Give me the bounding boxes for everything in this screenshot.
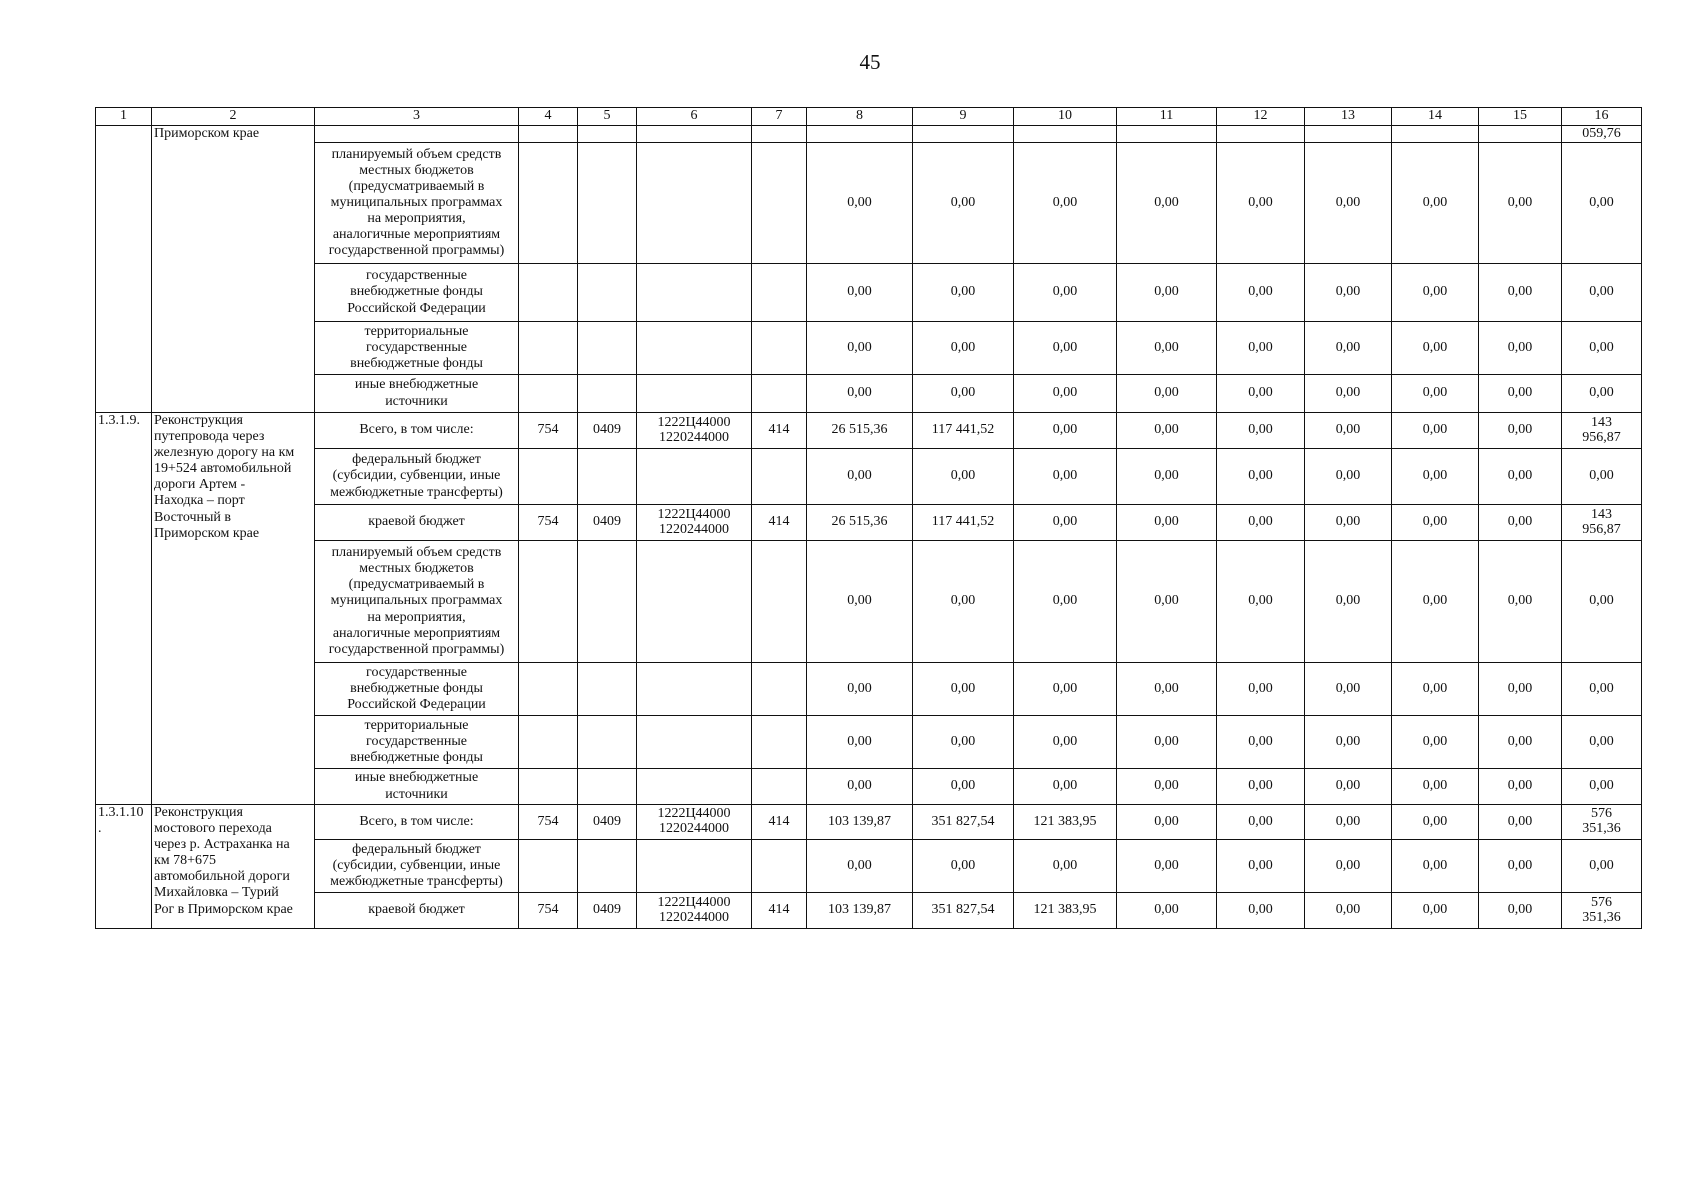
target-article-code: [637, 449, 752, 505]
funding-source: государственные внебюджетные фонды Российской Федерации: [315, 663, 519, 716]
target-article-code: 1222Ц44000 1220244000: [637, 413, 752, 449]
year-value: 0,00: [1479, 449, 1562, 505]
section-code: [578, 769, 637, 805]
expense-type-code: 414: [752, 805, 807, 840]
year-value: 0,00: [913, 716, 1014, 769]
funding-source: [315, 126, 519, 143]
year-value: 0,00: [1117, 541, 1217, 663]
table-row: [96, 375, 1642, 413]
column-header: 7: [752, 108, 807, 126]
year-value: 0,00: [913, 663, 1014, 716]
year-value: 0,00: [1014, 322, 1117, 375]
section-code: [578, 541, 637, 663]
funding-source: планируемый объем средств местных бюджетов (предусматриваемый в муниципальных программах на мероприятия, аналогичные мероприятиям государственной программы): [315, 143, 519, 264]
section-code: [578, 716, 637, 769]
year-value: 0,00: [1305, 840, 1392, 893]
total-value: 059,76: [1562, 126, 1642, 143]
admin-code: [519, 143, 578, 264]
year-value: [1117, 126, 1217, 143]
year-value: 0,00: [807, 840, 913, 893]
total-value: 0,00: [1562, 541, 1642, 663]
admin-code: [519, 375, 578, 413]
admin-code: 754: [519, 505, 578, 541]
year-value: 0,00: [1479, 840, 1562, 893]
year-value: 0,00: [1392, 840, 1479, 893]
total-value: 0,00: [1562, 663, 1642, 716]
year-value: 0,00: [1217, 505, 1305, 541]
year-value: 0,00: [1217, 413, 1305, 449]
year-value: 121 383,95: [1014, 805, 1117, 840]
year-value: 0,00: [1014, 264, 1117, 322]
section-code: 0409: [578, 413, 637, 449]
year-value: [807, 126, 913, 143]
year-value: 0,00: [1305, 663, 1392, 716]
section-code: [578, 126, 637, 143]
year-value: 0,00: [1117, 716, 1217, 769]
year-value: 0,00: [1392, 264, 1479, 322]
item-number: 1.3.1.9.: [96, 413, 152, 805]
year-value: 0,00: [1392, 805, 1479, 840]
expense-type-code: 414: [752, 413, 807, 449]
year-value: 0,00: [1392, 716, 1479, 769]
item-number: [96, 126, 152, 413]
section-code: [578, 375, 637, 413]
year-value: 351 827,54: [913, 805, 1014, 840]
target-article-code: [637, 769, 752, 805]
column-header: 8: [807, 108, 913, 126]
year-value: 0,00: [1014, 143, 1117, 264]
year-value: 351 827,54: [913, 893, 1014, 929]
section-code: 0409: [578, 805, 637, 840]
expense-type-code: [752, 541, 807, 663]
year-value: 0,00: [807, 375, 913, 413]
year-value: 0,00: [1392, 541, 1479, 663]
year-value: 0,00: [1479, 893, 1562, 929]
year-value: 0,00: [1117, 663, 1217, 716]
year-value: 0,00: [1305, 413, 1392, 449]
table-row: [96, 413, 1642, 449]
year-value: 117 441,52: [913, 413, 1014, 449]
funding-source: территориальные государственные внебюджетные фонды: [315, 322, 519, 375]
section-code: [578, 840, 637, 893]
item-name: Реконструкция путепровода через железную дорогу на км 19+524 автомобильной дороги Артем - Находка – порт Восточный в Приморском крае: [152, 413, 315, 805]
year-value: 0,00: [1217, 663, 1305, 716]
column-header: 4: [519, 108, 578, 126]
total-value: 0,00: [1562, 769, 1642, 805]
section-code: [578, 143, 637, 264]
table-row: [96, 893, 1642, 929]
target-article-code: [637, 126, 752, 143]
year-value: 0,00: [1217, 449, 1305, 505]
year-value: 0,00: [1217, 322, 1305, 375]
budget-table: [95, 107, 1642, 929]
total-value: 576 351,36: [1562, 893, 1642, 929]
funding-source: планируемый объем средств местных бюджетов (предусматриваемый в муниципальных программах на мероприятия, аналогичные мероприятиям государственной программы): [315, 541, 519, 663]
expense-type-code: [752, 322, 807, 375]
total-value: 143 956,87: [1562, 505, 1642, 541]
year-value: 0,00: [1305, 769, 1392, 805]
table-row: [96, 840, 1642, 893]
year-value: 0,00: [1217, 769, 1305, 805]
year-value: 0,00: [1392, 375, 1479, 413]
funding-source: Всего, в том числе:: [315, 413, 519, 449]
column-header: 1: [96, 108, 152, 126]
year-value: 0,00: [1117, 805, 1217, 840]
year-value: 0,00: [807, 322, 913, 375]
section-code: [578, 449, 637, 505]
year-value: 0,00: [1014, 375, 1117, 413]
year-value: 0,00: [1479, 505, 1562, 541]
year-value: 0,00: [1217, 716, 1305, 769]
target-article-code: 1222Ц44000 1220244000: [637, 505, 752, 541]
year-value: 0,00: [1014, 541, 1117, 663]
year-value: 0,00: [1479, 264, 1562, 322]
total-value: 0,00: [1562, 840, 1642, 893]
column-header: 13: [1305, 108, 1392, 126]
item-name: Реконструкция мостового перехода через р. Астраханка на км 78+675 автомобильной дороги Михайловка – Турий Рог в Приморском крае: [152, 805, 315, 929]
year-value: 0,00: [1117, 264, 1217, 322]
year-value: 0,00: [1305, 716, 1392, 769]
year-value: 0,00: [1117, 143, 1217, 264]
year-value: 0,00: [1014, 505, 1117, 541]
table-row: [96, 322, 1642, 375]
admin-code: [519, 716, 578, 769]
section-code: [578, 264, 637, 322]
year-value: 0,00: [1014, 663, 1117, 716]
admin-code: [519, 322, 578, 375]
total-value: 0,00: [1562, 375, 1642, 413]
target-article-code: 1222Ц44000 1220244000: [637, 805, 752, 840]
year-value: [1217, 126, 1305, 143]
year-value: [1305, 126, 1392, 143]
table-row: [96, 805, 1642, 840]
year-value: 0,00: [1392, 143, 1479, 264]
admin-code: [519, 541, 578, 663]
item-name: Приморском крае: [152, 126, 315, 413]
table-row: [96, 505, 1642, 541]
year-value: 0,00: [807, 541, 913, 663]
expense-type-code: [752, 126, 807, 143]
year-value: 0,00: [1305, 449, 1392, 505]
year-value: 0,00: [1117, 322, 1217, 375]
year-value: 0,00: [1217, 805, 1305, 840]
year-value: 0,00: [1392, 769, 1479, 805]
year-value: 0,00: [1305, 541, 1392, 663]
column-header: 3: [315, 108, 519, 126]
year-value: 0,00: [1014, 413, 1117, 449]
funding-source: краевой бюджет: [315, 893, 519, 929]
column-header: 11: [1117, 108, 1217, 126]
year-value: 0,00: [807, 769, 913, 805]
target-article-code: [637, 663, 752, 716]
item-number: 1.3.1.10 .: [96, 805, 152, 929]
year-value: 0,00: [1392, 322, 1479, 375]
column-header: 14: [1392, 108, 1479, 126]
funding-source: Всего, в том числе:: [315, 805, 519, 840]
year-value: 0,00: [1117, 449, 1217, 505]
year-value: 0,00: [913, 264, 1014, 322]
table-row: [96, 143, 1642, 264]
funding-source: краевой бюджет: [315, 505, 519, 541]
year-value: 0,00: [1305, 893, 1392, 929]
year-value: 0,00: [1392, 505, 1479, 541]
total-value: 143 956,87: [1562, 413, 1642, 449]
year-value: 0,00: [1479, 716, 1562, 769]
year-value: 0,00: [913, 375, 1014, 413]
funding-source: федеральный бюджет (субсидии, субвенции, иные межбюджетные трансферты): [315, 840, 519, 893]
expense-type-code: 414: [752, 893, 807, 929]
column-header: 2: [152, 108, 315, 126]
year-value: 0,00: [807, 449, 913, 505]
page-number: 45: [859, 50, 881, 74]
expense-type-code: [752, 663, 807, 716]
column-header: 10: [1014, 108, 1117, 126]
target-article-code: 1222Ц44000 1220244000: [637, 893, 752, 929]
expense-type-code: [752, 769, 807, 805]
target-article-code: [637, 716, 752, 769]
target-article-code: [637, 375, 752, 413]
funding-source: иные внебюджетные источники: [315, 375, 519, 413]
section-code: 0409: [578, 505, 637, 541]
year-value: 0,00: [1014, 769, 1117, 805]
year-value: 0,00: [913, 840, 1014, 893]
year-value: 0,00: [913, 541, 1014, 663]
year-value: 0,00: [1117, 413, 1217, 449]
column-header: 5: [578, 108, 637, 126]
table-row: [96, 541, 1642, 663]
total-value: 576 351,36: [1562, 805, 1642, 840]
table-row: [96, 716, 1642, 769]
year-value: [1392, 126, 1479, 143]
year-value: 0,00: [1479, 322, 1562, 375]
year-value: 26 515,36: [807, 413, 913, 449]
year-value: 0,00: [1217, 264, 1305, 322]
total-value: 0,00: [1562, 449, 1642, 505]
year-value: 0,00: [1014, 449, 1117, 505]
admin-code: [519, 663, 578, 716]
year-value: 0,00: [807, 663, 913, 716]
column-header: 15: [1479, 108, 1562, 126]
year-value: 0,00: [807, 264, 913, 322]
expense-type-code: [752, 840, 807, 893]
year-value: 0,00: [913, 769, 1014, 805]
year-value: 103 139,87: [807, 893, 913, 929]
year-value: 0,00: [1117, 769, 1217, 805]
year-value: [913, 126, 1014, 143]
column-header: 6: [637, 108, 752, 126]
funding-source: государственные внебюджетные фонды Российской Федерации: [315, 264, 519, 322]
total-value: 0,00: [1562, 264, 1642, 322]
expense-type-code: 414: [752, 505, 807, 541]
year-value: 0,00: [1117, 375, 1217, 413]
admin-code: 754: [519, 413, 578, 449]
year-value: 0,00: [1479, 805, 1562, 840]
year-value: 0,00: [1479, 541, 1562, 663]
year-value: 0,00: [1217, 893, 1305, 929]
year-value: 0,00: [1117, 505, 1217, 541]
total-value: 0,00: [1562, 143, 1642, 264]
year-value: 0,00: [807, 716, 913, 769]
total-value: 0,00: [1562, 716, 1642, 769]
year-value: 0,00: [1014, 716, 1117, 769]
funding-source: иные внебюджетные источники: [315, 769, 519, 805]
year-value: 0,00: [1305, 805, 1392, 840]
year-value: 0,00: [1305, 322, 1392, 375]
expense-type-code: [752, 449, 807, 505]
admin-code: [519, 126, 578, 143]
table-row: [96, 663, 1642, 716]
admin-code: [519, 840, 578, 893]
year-value: 0,00: [1479, 143, 1562, 264]
table-row: [96, 126, 1642, 143]
admin-code: [519, 769, 578, 805]
column-header: 16: [1562, 108, 1642, 126]
year-value: 103 139,87: [807, 805, 913, 840]
year-value: 0,00: [1479, 375, 1562, 413]
year-value: [1014, 126, 1117, 143]
year-value: 0,00: [1305, 264, 1392, 322]
year-value: 0,00: [1392, 413, 1479, 449]
year-value: 0,00: [913, 322, 1014, 375]
table-row: [96, 449, 1642, 505]
year-value: 0,00: [1217, 375, 1305, 413]
target-article-code: [637, 322, 752, 375]
year-value: 0,00: [1217, 541, 1305, 663]
admin-code: 754: [519, 805, 578, 840]
year-value: 121 383,95: [1014, 893, 1117, 929]
year-value: 0,00: [1305, 143, 1392, 264]
year-value: 0,00: [1014, 840, 1117, 893]
year-value: 0,00: [1117, 893, 1217, 929]
section-code: 0409: [578, 893, 637, 929]
year-value: 0,00: [1392, 449, 1479, 505]
year-value: 0,00: [913, 143, 1014, 264]
expense-type-code: [752, 264, 807, 322]
year-value: 0,00: [1479, 769, 1562, 805]
table-row: [96, 769, 1642, 805]
column-header: 12: [1217, 108, 1305, 126]
column-header: 9: [913, 108, 1014, 126]
funding-source: федеральный бюджет (субсидии, субвенции, иные межбюджетные трансферты): [315, 449, 519, 505]
section-code: [578, 322, 637, 375]
expense-type-code: [752, 143, 807, 264]
expense-type-code: [752, 375, 807, 413]
year-value: 26 515,36: [807, 505, 913, 541]
target-article-code: [637, 840, 752, 893]
table-row: [96, 264, 1642, 322]
year-value: 0,00: [1217, 143, 1305, 264]
year-value: 0,00: [1392, 663, 1479, 716]
target-article-code: [637, 143, 752, 264]
year-value: 0,00: [1305, 375, 1392, 413]
year-value: 0,00: [807, 143, 913, 264]
year-value: 0,00: [1117, 840, 1217, 893]
year-value: 0,00: [1479, 663, 1562, 716]
year-value: [1479, 126, 1562, 143]
year-value: 0,00: [1217, 840, 1305, 893]
year-value: 0,00: [913, 449, 1014, 505]
year-value: 0,00: [1305, 505, 1392, 541]
year-value: 0,00: [1479, 413, 1562, 449]
target-article-code: [637, 541, 752, 663]
admin-code: 754: [519, 893, 578, 929]
section-code: [578, 663, 637, 716]
total-value: 0,00: [1562, 322, 1642, 375]
header-row: [96, 108, 1642, 126]
year-value: 0,00: [1392, 893, 1479, 929]
funding-source: территориальные государственные внебюджетные фонды: [315, 716, 519, 769]
year-value: 117 441,52: [913, 505, 1014, 541]
expense-type-code: [752, 716, 807, 769]
admin-code: [519, 449, 578, 505]
admin-code: [519, 264, 578, 322]
target-article-code: [637, 264, 752, 322]
